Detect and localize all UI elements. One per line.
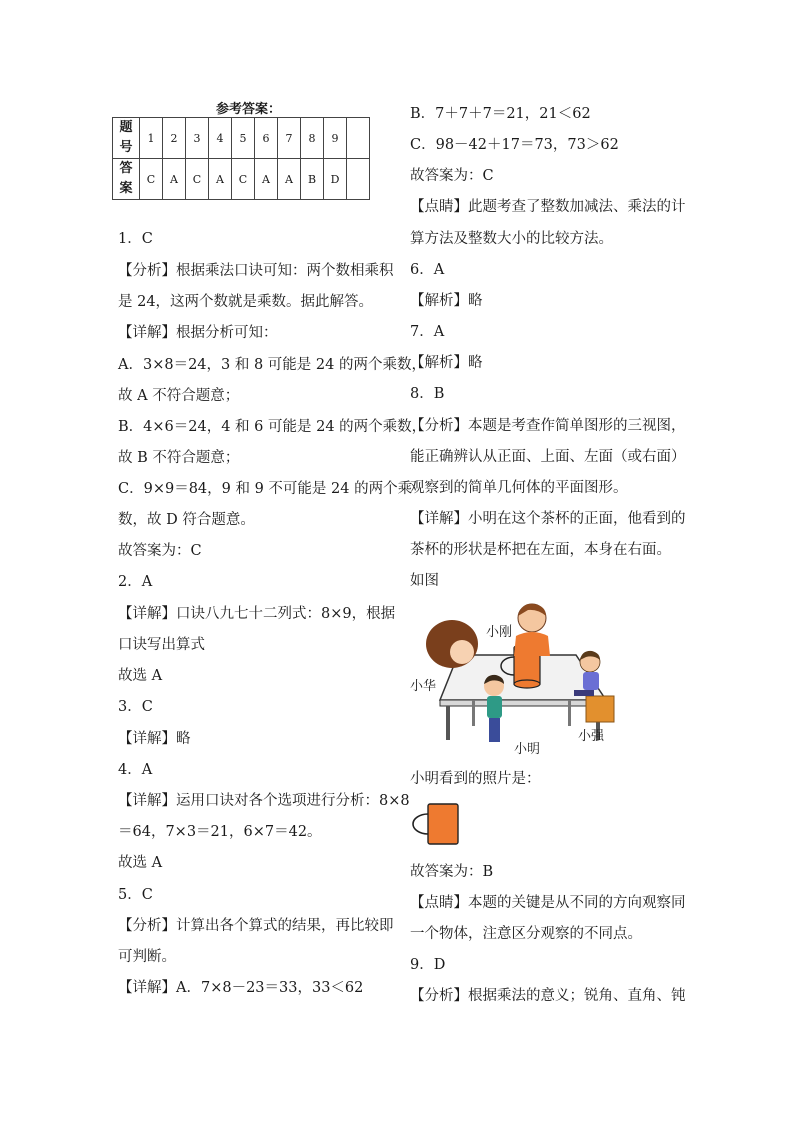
text-line: 茶杯的形状是杯把在左面，本身在右面。 [410,542,671,558]
table-leg [446,706,450,740]
text-line: 【解析】略 [410,293,483,309]
answer-cell: D [324,159,347,200]
answer-cell: B [301,159,324,200]
answer-cell [347,159,370,200]
number-cell: 3 [186,118,209,159]
number-cell: 7 [278,118,301,159]
text-line: 【详解】小明在这个茶杯的正面，他看到的 [410,511,686,527]
text-line: 故答案为：B [410,864,494,880]
text-line: 如图 [410,573,439,589]
text-line: 【分析】本题是考查作简单图形的三视图， [410,418,686,434]
text-line: C．9×9＝84，9 和 9 不可能是 24 的两个乘 [118,481,413,497]
text-line: 【分析】根据乘法的意义；锐角、直角、钝 [410,988,686,1004]
number-cell: 2 [163,118,186,159]
text-line: 故 B 不符合题意； [118,450,240,466]
text-line: 【详解】口诀八九七十二列式：8×9，根据 [118,606,396,622]
text-line: 【分析】根据乘法口诀可知：两个数相乘积 [118,263,394,279]
number-cell: 4 [209,118,232,159]
child-xiaoming-shirt [487,696,502,718]
text-line: 【解析】略 [410,355,483,371]
row-header-answer: 答 案 [113,159,140,200]
text-line: 8．B [410,386,445,402]
text-line: A．3×8＝24，3 和 8 可能是 24 的两个乘数， [118,357,426,373]
text-line: 【点睛】此题考查了整数加减法、乘法的计 [410,199,686,215]
text-line: 【详解】A．7×8－23＝33，33＜62 [118,980,364,996]
answer-cell: A [163,159,186,200]
answer-cell: A [278,159,301,200]
table-leg [472,700,475,726]
answer-cell: C [232,159,255,200]
number-cell [347,118,370,159]
text-line: 故 A 不符合题意； [118,388,240,404]
child-xiaohua-face [450,640,474,664]
answer-cell: A [209,159,232,200]
cup-body-icon [428,804,458,844]
text-line: 故答案为：C [118,543,202,559]
number-cell: 5 [232,118,255,159]
text-line: 故选 A [118,855,163,871]
text-line: 6．A [410,262,445,278]
text-line: 一个物体，注意区分观察的不同点。 [410,926,642,942]
label-xiaoqiang: 小强 [578,729,605,744]
text-line: 可判断。 [118,949,176,965]
row-header-number: 题 号 [113,118,140,159]
number-cell: 8 [301,118,324,159]
child-xiaogang-shirt [514,632,550,656]
answer-cell: A [255,159,278,200]
text-line: B．4×6＝24，4 和 6 可能是 24 的两个乘数， [118,419,427,435]
table-edge [440,700,606,706]
text-line: 数，故 D 符合题意。 [118,512,255,528]
answer-table-row-answers [113,159,370,200]
observation-illustration [410,600,620,760]
text-line: C．98－42＋17＝73，73＞62 [410,137,619,153]
text-line: 口诀写出算式 [118,637,205,653]
table-leg [568,700,571,726]
label-xiaogang: 小刚 [486,625,513,640]
text-line: 7．A [410,324,445,340]
text-line: 3．C [118,699,153,715]
text-line: 故答案为：C [410,168,494,184]
number-cell: 6 [255,118,278,159]
text-line: 【详解】略 [118,731,191,747]
text-line: B．7＋7＋7＝21，21＜62 [410,106,591,122]
answer-table [112,117,370,200]
stool [586,696,614,722]
text-line: 【详解】根据分析可知： [118,325,278,341]
answer-title: 参考答案： [216,102,282,117]
child-xiaoqiang-shirt [583,672,599,690]
number-cell: 1 [140,118,163,159]
text-line: 2．A [118,574,153,590]
text-line: 1．C [118,231,153,247]
text-line: 5．C [118,887,153,903]
text-line: 算方法及整数大小的比较方法。 [410,231,613,247]
text-line: 【详解】运用口诀对各个选项进行分析：8×8 [118,793,410,809]
text-line: 观察到的简单几何体的平面图形。 [410,480,628,496]
text-line: 故选 A [118,668,163,684]
answer-table-row-numbers [113,118,370,159]
label-xiaohua: 小华 [410,679,437,694]
cup-photo [410,800,466,850]
text-line: ＝64，7×3＝21，6×7＝42。 [118,824,322,840]
cup-bottom [514,680,540,688]
label-xiaoming: 小明 [514,742,541,757]
number-cell: 9 [324,118,347,159]
text-line: 【分析】计算出各个算式的结果，再比较即 [118,918,394,934]
text-line: 4．A [118,762,153,778]
photo-caption: 小明看到的照片是： [410,771,541,787]
child-xiaoming-legs [489,718,500,742]
text-line: 9．D [410,957,446,973]
text-line: 是 24，这两个数就是乘数。据此解答。 [118,294,374,310]
answer-cell: C [140,159,163,200]
text-line: 【点睛】本题的关键是从不同的方向观察同 [410,895,686,911]
child-xiaoqiang-legs [574,690,594,696]
answer-cell: C [186,159,209,200]
text-line: 能正确辨认从正面、上面、左面（或右面） [410,449,686,465]
